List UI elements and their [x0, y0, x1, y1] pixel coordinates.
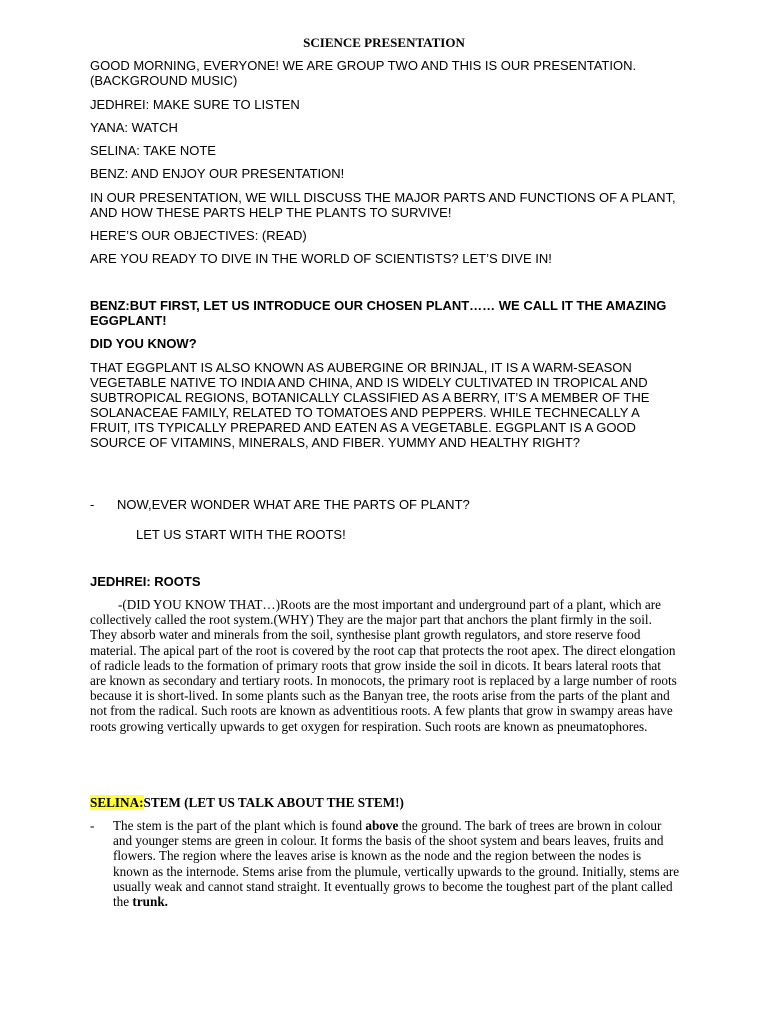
stem-dash-marker: -: [90, 818, 95, 833]
roots-heading: JEDHREI: ROOTS: [90, 574, 201, 589]
eggplant-facts-paragraph: THAT EGGPLANT IS ALSO KNOWN AS AUBERGINE OR BRINJAL, IT IS A WARM-SEASON VEGETABLE NATIVE TO INDIA AND CHINA, AND IS WIDELY CULTIVATED IN TROPICAL AND SUBTROPICAL REGIONS, BOTANICALLY CLASSIFIED AS A BERRY, IT’S A MEMBER OF THE SOLANACEAE FAMILY, RELATED TO TOMATOES AND PEPPERS. WHILE TECHNECALLY A FRUIT, ITS TYPICALLY PREPARED AND EATEN AS A VEGETABLE. EGGPLANT IS A GOOD SOURCE OF VITAMINS, MINERALS, AND FIBER. YUMMY AND HEALTHY RIGHT?: [90, 360, 650, 450]
intro-discuss-paragraph: IN OUR PRESENTATION, WE WILL DISCUSS THE MAJOR PARTS AND FUNCTIONS OF A PLANT, AND HOW THESE PARTS HELP THE PLANTS TO SURVIVE!: [90, 190, 676, 220]
document-title: SCIENCE PRESENTATION: [303, 35, 465, 50]
intro-ready-line: ARE YOU READY TO DIVE IN THE WORLD OF SCIENTISTS? LET’S DIVE IN!: [90, 251, 552, 266]
intro-yana-line: YANA: WATCH: [90, 120, 178, 135]
stem-bold-above: above: [365, 818, 399, 833]
stem-heading-text: STEM (LET US TALK ABOUT THE STEM!): [143, 795, 404, 810]
intro-objectives-line: HERE’S OUR OBJECTIVES: (READ): [90, 228, 307, 243]
intro-selina-line: SELINA: TAKE NOTE: [90, 143, 216, 158]
stem-paragraph: [113, 818, 680, 909]
intro-greeting: GOOD MORNING, EVERYONE! WE ARE GROUP TWO AND THIS IS OUR PRESENTATION. (BACKGROUND MUSIC): [90, 58, 637, 88]
parts-dash-marker: -: [90, 497, 95, 512]
roots-start-line: LET US START WITH THE ROOTS!: [136, 527, 346, 542]
parts-question-line: NOW,EVER WONDER WHAT ARE THE PARTS OF PLANT?: [117, 497, 470, 512]
stem-bold-trunk: trunk.: [132, 894, 168, 910]
stem-text-part-1: The stem is the part of the plant which is found: [113, 818, 366, 833]
stem-speaker-highlight: SELINA:: [90, 795, 144, 810]
did-you-know-heading: DID YOU KNOW?: [90, 336, 197, 351]
intro-jedhrei-line: JEDHREI: MAKE SURE TO LISTEN: [90, 97, 300, 112]
intro-benz-line: BENZ: AND ENJOY OUR PRESENTATION!: [90, 166, 345, 181]
plant-intro-heading: BENZ:BUT FIRST, LET US INTRODUCE OUR CHOSEN PLANT…… WE CALL IT THE AMAZING EGGPLANT!: [90, 298, 667, 328]
stem-heading: [90, 795, 680, 810]
stem-text-part-2: the ground. The bark of trees are brown in colour and younger stems are green in colour. It forms the basis of the shoot system and bears leaves, fruits and flowers. The region where the leaves arise is known as the node and the region between the nodes is known as the internode. Stems arise from the plumule, vertically upwards to the ground. Initially, stems are usually weak and cannot stand straight. It eventually grows to become the toughest part of the plant called the: [113, 818, 680, 910]
roots-paragraph: -(DID YOU KNOW THAT…)Roots are the most important and underground part of a plant, which are collectively called the root system.(WHY) They are the major part that anchors the plant firmly in the soil. They absorb water and minerals from the soil, synthesise plant growth regulators, and store reserve food material. The apical part of the root is covered by the root cap that protects the root apex. The direct elongation of radicle leads to the formation of primary roots that grow inside the soil in dicots. It bears lateral roots that are known as secondary and tertiary roots. In monocots, the primary root is replaced by a large number of roots because it is short-lived. In some plants such as the Banyan tree, the roots arise from the parts of the plant and not from the radical. Such roots are known as adventitious roots. A few plants that grow in swampy areas have roots growing vertically upwards to get oxygen for respiration. Such roots are known as pneumatophores.: [90, 597, 677, 734]
